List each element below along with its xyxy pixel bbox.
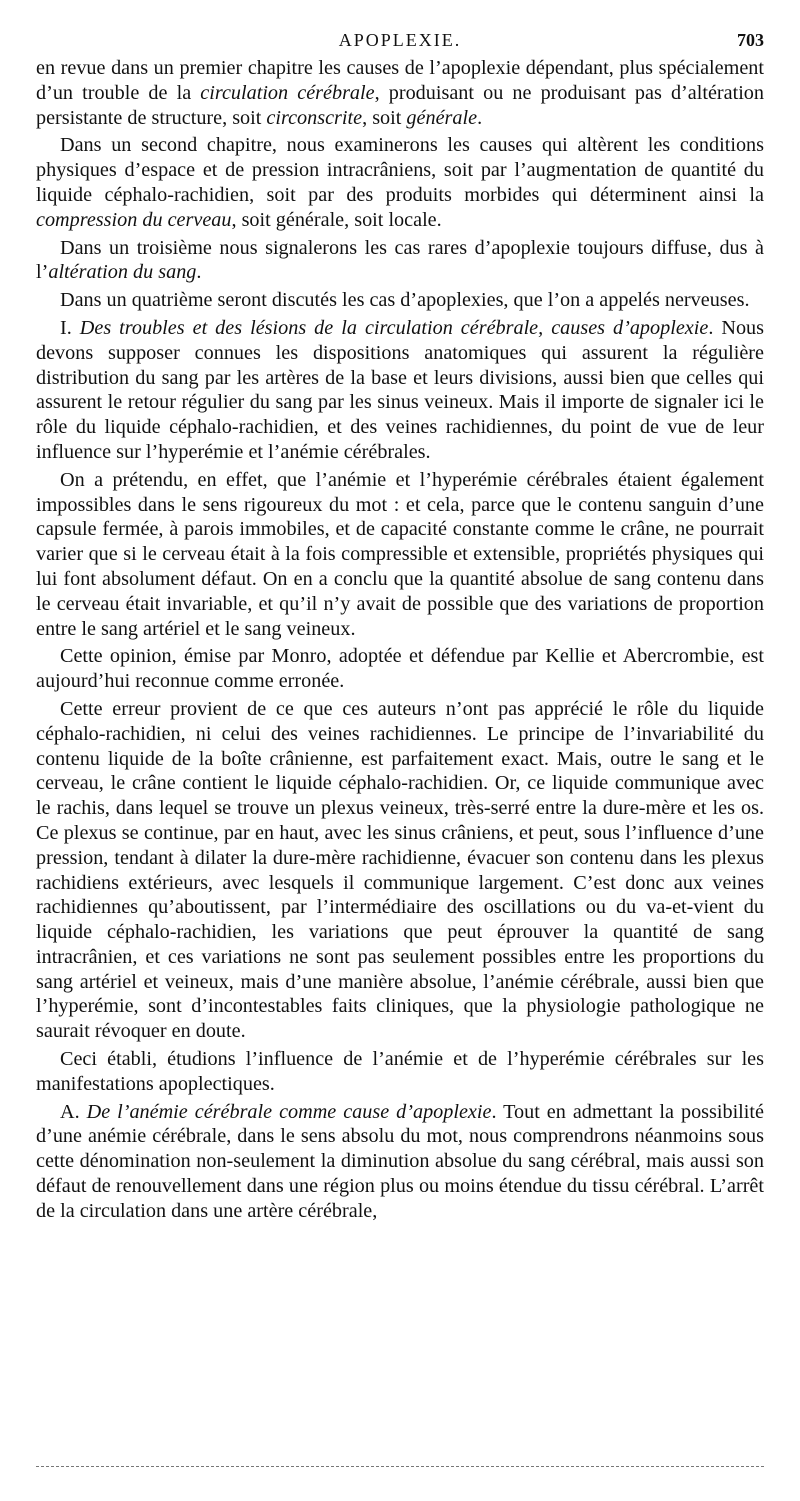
italic-text: circulation cérébrale [200, 81, 375, 104]
text-run: . [196, 261, 202, 284]
text-run: Dans un quatrième seront discutés les cas d’apoplexies, que l’on a appelés nerveuses. [60, 289, 750, 312]
italic-text: circonscrite [266, 106, 363, 129]
paragraph [36, 644, 764, 694]
text-run: , soit générale, soit locale. [231, 208, 442, 231]
italic-text: compression du cerveau [36, 208, 232, 231]
subsection-paragraph [36, 1100, 764, 1224]
text-run: , soit [362, 106, 407, 129]
italic-text: De l’anémie cérébrale comme cause d’apoplexie [86, 1100, 492, 1123]
text-run: , produisant ou ne produisant pas d’altération persistante de structure, soit [36, 81, 764, 129]
page-number: 703 [737, 30, 764, 50]
paragraph [36, 468, 764, 642]
text-run: . Nous devons supposer connues les dispositions anatomiques qui assurent la régulière distribution du sang par les artères de la base et leurs divisions, aussi bien que celles qui assurent le retour régulier du sang par les sinus veineux. Mais il importe de signaler ici le rôle du liquide céphalo-rachidien, et des veines rachidiennes, du point de vue de leur influence sur l’hyperémie et l’anémie cérébrales. [36, 316, 764, 463]
body-text [36, 56, 764, 1224]
paragraph [36, 1047, 764, 1097]
text-run: . Tout en admettant la possibilité d’une anémie cérébrale, dans le sens absolu du mot, nous comprendrons néanmoins sous cette dénomination non-seulement la diminution absolue du sang cérébral, mais aussi son défaut de renouvellement dans une région plus ou moins étendue du tissu cérébral. L’arrêt de la circulation dans une artère cérébrale, [36, 1100, 764, 1222]
italic-text: générale [406, 106, 478, 129]
paragraph [36, 56, 764, 130]
text-run: A. [60, 1100, 87, 1123]
footer-rule [36, 1466, 764, 1467]
text-run: Cette erreur provient de ce que ces auteurs n’ont pas apprécié le rôle du liquide céphalo-rachidien, ni celui des veines rachidiennes. Le principe de l’invariabilité du contenu liquide de la boîte crânienne, est parfaitement exact. Mais, outre le sang et le cerveau, le crâne contient le liquide céphalo-rachidien. Or, ce liquide communique avec le rachis, dans lequel se trouve un plexus veineux, très-serré entre la dure-mère et les os. Ce plexus se continue, par en haut, avec les sinus crâniens, et peut, sous l’influence d’une pression, tendant à dilater la dure-mère rachidienne, évacuer son contenu dans les plexus rachidiens extérieurs, avec lesquels il communique largement. C’est donc aux veines rachidiennes qu’aboutissent, par l’intermédiaire des oscillations ou du va-et-vient du liquide céphalo-rachidien, les variations que peut éprouver la quantité de sang intracrânien, et ces variations ne sont pas seulement possibles entre les proportions du sang artériel et veineux, mais d’une manière absolue, l’anémie cérébrale, aussi bien que l’hyperémie, sont d’incontestables faits cliniques, que la physiologie pathologique ne saurait révoquer en doute. [36, 697, 764, 1043]
paragraph [36, 133, 764, 232]
italic-text: altération du sang [48, 261, 197, 284]
text-run: Dans un second chapitre, nous examinerons les causes qui altèrent les conditions physiques d’espace et de pression intracrâniens, soit par l’augmentation de quantité du liquide céphalo-rachidien, soit par des produits morbides qui déterminent ainsi la [36, 134, 764, 206]
text-run: en revue dans un premier chapitre les causes de l’apoplexie dépendant, plus spécialement d’un trouble de la [36, 57, 764, 104]
paragraph [36, 288, 764, 313]
italic-text: Des troubles et des lésions de la circulation cérébrale, causes d’apoplexie [79, 316, 709, 339]
text-run: On a prétendu, en effet, que l’anémie et l’hyperémie cérébrales étaient également impossibles dans le sens rigoureux du mot : et cela, parce que le contenu sanguin d’une capsule fermée, à parois immobiles, et de capacité constante comme le crâne, ne pourrait varier que si le cerveau était à la fois compressible et extensible, propriétés physiques qui lui font absolument défaut. On en a conclu que la quantité absolue de sang contenu dans le cerveau était invariable, et qu’il n’y avait de possible que des variations de proportion entre le sang artériel et le sang veineux. [36, 468, 764, 640]
text-run: Dans un troisième nous signalerons les cas rares d’apoplexie toujours diffuse, dus à l’ [36, 236, 764, 284]
text-run: I. [60, 316, 80, 339]
book-page [36, 28, 764, 1227]
paragraph [36, 697, 764, 1044]
text-run: Ceci établi, étudions l’influence de l’anémie et de l’hyperémie cérébrales sur les manifestations apoplectiques. [36, 1048, 764, 1095]
text-run: Cette opinion, émise par Monro, adoptée et défendue par Kellie et Abercrombie, est aujourd’hui reconnue comme erronée. [36, 645, 764, 693]
running-title: APOPLEXIE. [338, 30, 462, 50]
running-header [36, 28, 764, 56]
section-paragraph [36, 316, 764, 465]
paragraph [36, 236, 764, 286]
text-run: . [477, 106, 483, 129]
